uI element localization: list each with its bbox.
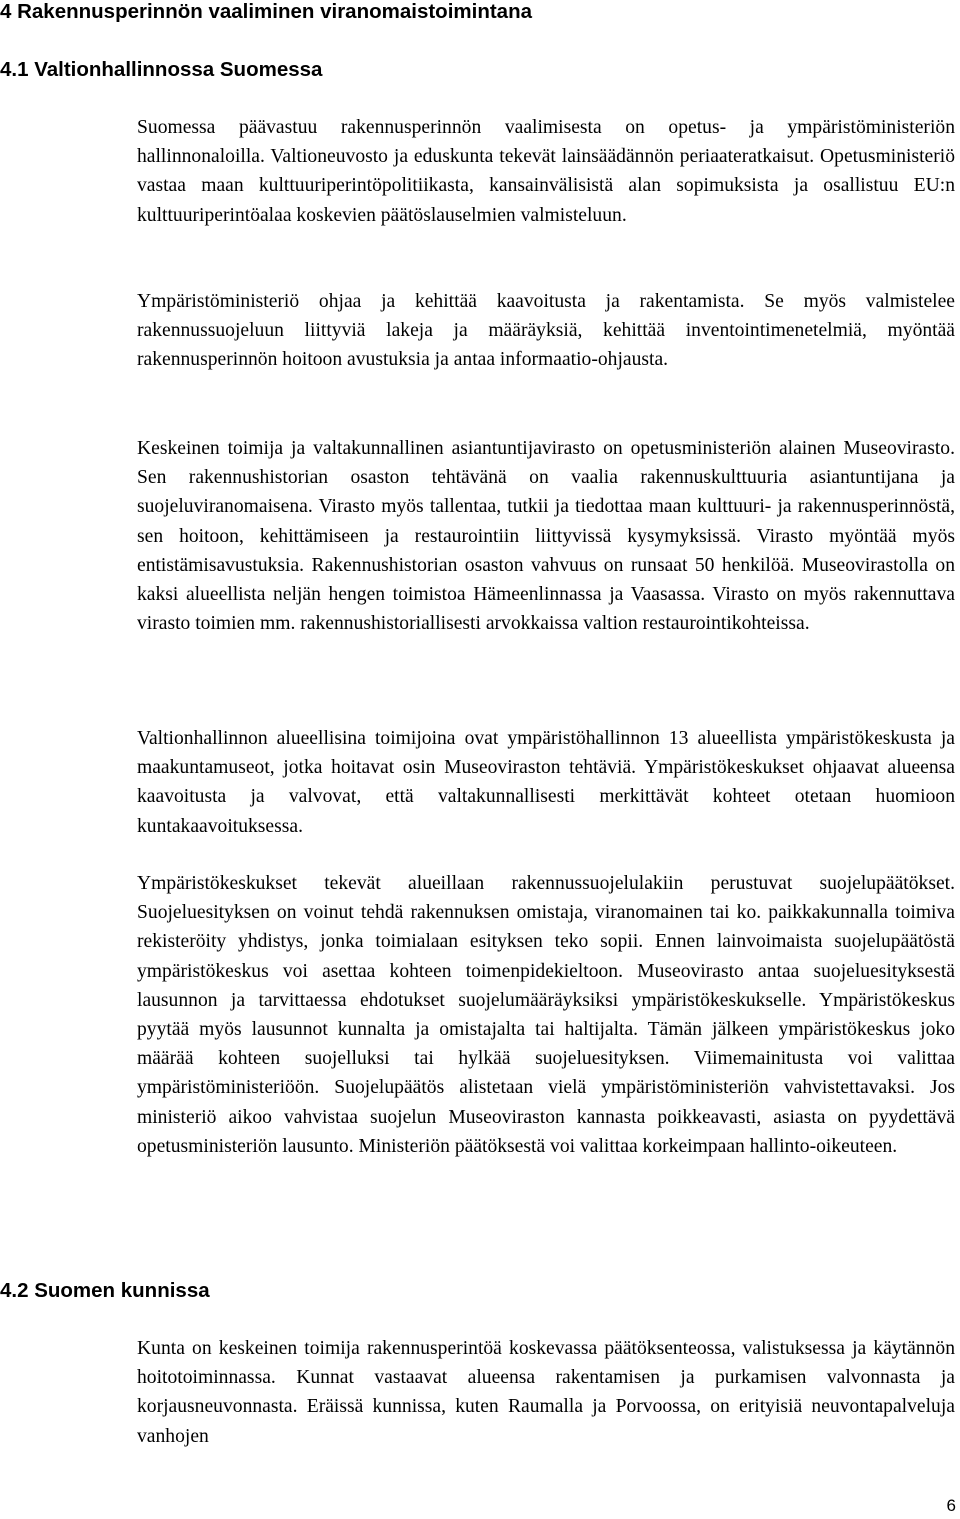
body-paragraph: Keskeinen toimija ja valtakunnallinen asiantuntijavirasto on opetusministeriön alainen Museovirasto. Sen rakennushistorian osaston tehtävänä on vaalia rakennuskulttuuria asiantuntijana ja suojeluviranomaisena. Virasto myös tallentaa, tutkii ja tiedottaa maan kulttuuri- ja rakennusperinnöstä, sen hoitoon, kehittämiseen ja restaurointiin liittyvissä kysymyksissä. Virasto myöntää myös entistämisavustuksia. Rakennushistorian osaston vahvuus on runsaat 50 henkilöä. Museovirastolla on kaksi alueellista neljän hengen toimistoa Hämeenlinnassa ja Vaasassa. Virasto on myös rakennuttava virasto toimien mm. rakennushistoriallisesti arvokkaissa valtion restaurointikohteissa.: [137, 438, 955, 635]
section-heading: 4 Rakennusperinnön vaaliminen viranomaistoimintana: [0, 0, 532, 23]
body-paragraph: Kunta on keskeinen toimija rakennusperintöä koskevassa päätöksenteossa, valistuksessa ja käytännön hoitotoiminnassa. Kunnat vastaavat alueensa rakentamisen ja purkamisen valvonnasta ja korjausneuvonnasta. Eräissä kunnissa, kuten Raumalla ja Porvoossa, on erityisiä neuvontapalveluja vanhojen: [137, 1338, 955, 1447]
body-paragraph: Ympäristöministeriö ohjaa ja kehittää kaavoitusta ja rakentamista. Se myös valmistelee rakennussuojeluun liittyviä lakeja ja määräyksiä, kehittää inventointimenetelmiä, myöntää rakennusperinnön hoitoon avustuksia ja antaa informaatio-ohjausta.: [137, 291, 955, 371]
body-paragraph: Suomessa päävastuu rakennusperinnön vaalimisesta on opetus- ja ympäristöministeriön hallinnonaloilla. Valtioneuvosto ja eduskunta tekevät lainsäädännön periaateratkaisut. Opetusministeriö vastaa maan kulttuuriperintöpolitiikasta, kansainvälisistä alan sopimuksista ja osallistuu EU:n kulttuuriperintöalaa koskevien päätöslauselmien valmisteluun.: [137, 117, 955, 226]
page-number: 6: [946, 1496, 956, 1515]
body-paragraph: Valtionhallinnon alueellisina toimijoina ovat ympäristöhallinnon 13 alueellista ympäristökeskusta ja maakuntamuseot, jotka hoitavat osin Museoviraston tehtäviä. Ympäristökeskukset ohjaavat alueensa kaavoitusta ja valvovat, että valtakunnallisesti merkittävät kohteet otetaan huomioon kuntakaavoituksessa.: [137, 728, 955, 837]
subsection-heading-valtionhallinto: 4.1 Valtionhallinnossa Suomessa: [0, 58, 323, 81]
subsection-heading-kunnat: 4.2 Suomen kunnissa: [0, 1279, 210, 1302]
body-paragraph: Ympäristökeskukset tekevät alueillaan rakennussuojelulakiin perustuvat suojelupäätökset. Suojeluesityksen on voinut tehdä rakennuksen omistaja, viranomainen tai ko. paikkakunnalla toimiva rekisteröity yhdistys, jonka toimialaan esityksen teko sopii. Ennen lainvoimaista suojelupäätöstä ympäristökeskus voi asettaa kohteen toimenpidekieltoon. Museovirasto antaa suojeluesityksestä lausunnon ja tarvittaessa ehdotukset suojelumääräyksiksi ympäristökeskukselle. Ympäristökeskus pyytää myös lausunnot kunnalta ja omistajalta tai haltijalta. Tämän jälkeen ympäristökeskus joko määrää kohteen suojelluksi tai hylkää suojeluesityksen. Viimemainitusta voi valittaa ympäristöministeriöön. Suojelupäätös alistetaan vielä ympäristöministeriön vahvistettavaksi. Jos ministeriö aikoo vahvistaa suojelun Museoviraston kannasta poikkeavasti, asiasta on pyydettävä opetusministeriön lausunto. Ministeriön päätöksestä voi valittaa korkeimpaan hallinto-oikeuteen.: [137, 873, 955, 1157]
